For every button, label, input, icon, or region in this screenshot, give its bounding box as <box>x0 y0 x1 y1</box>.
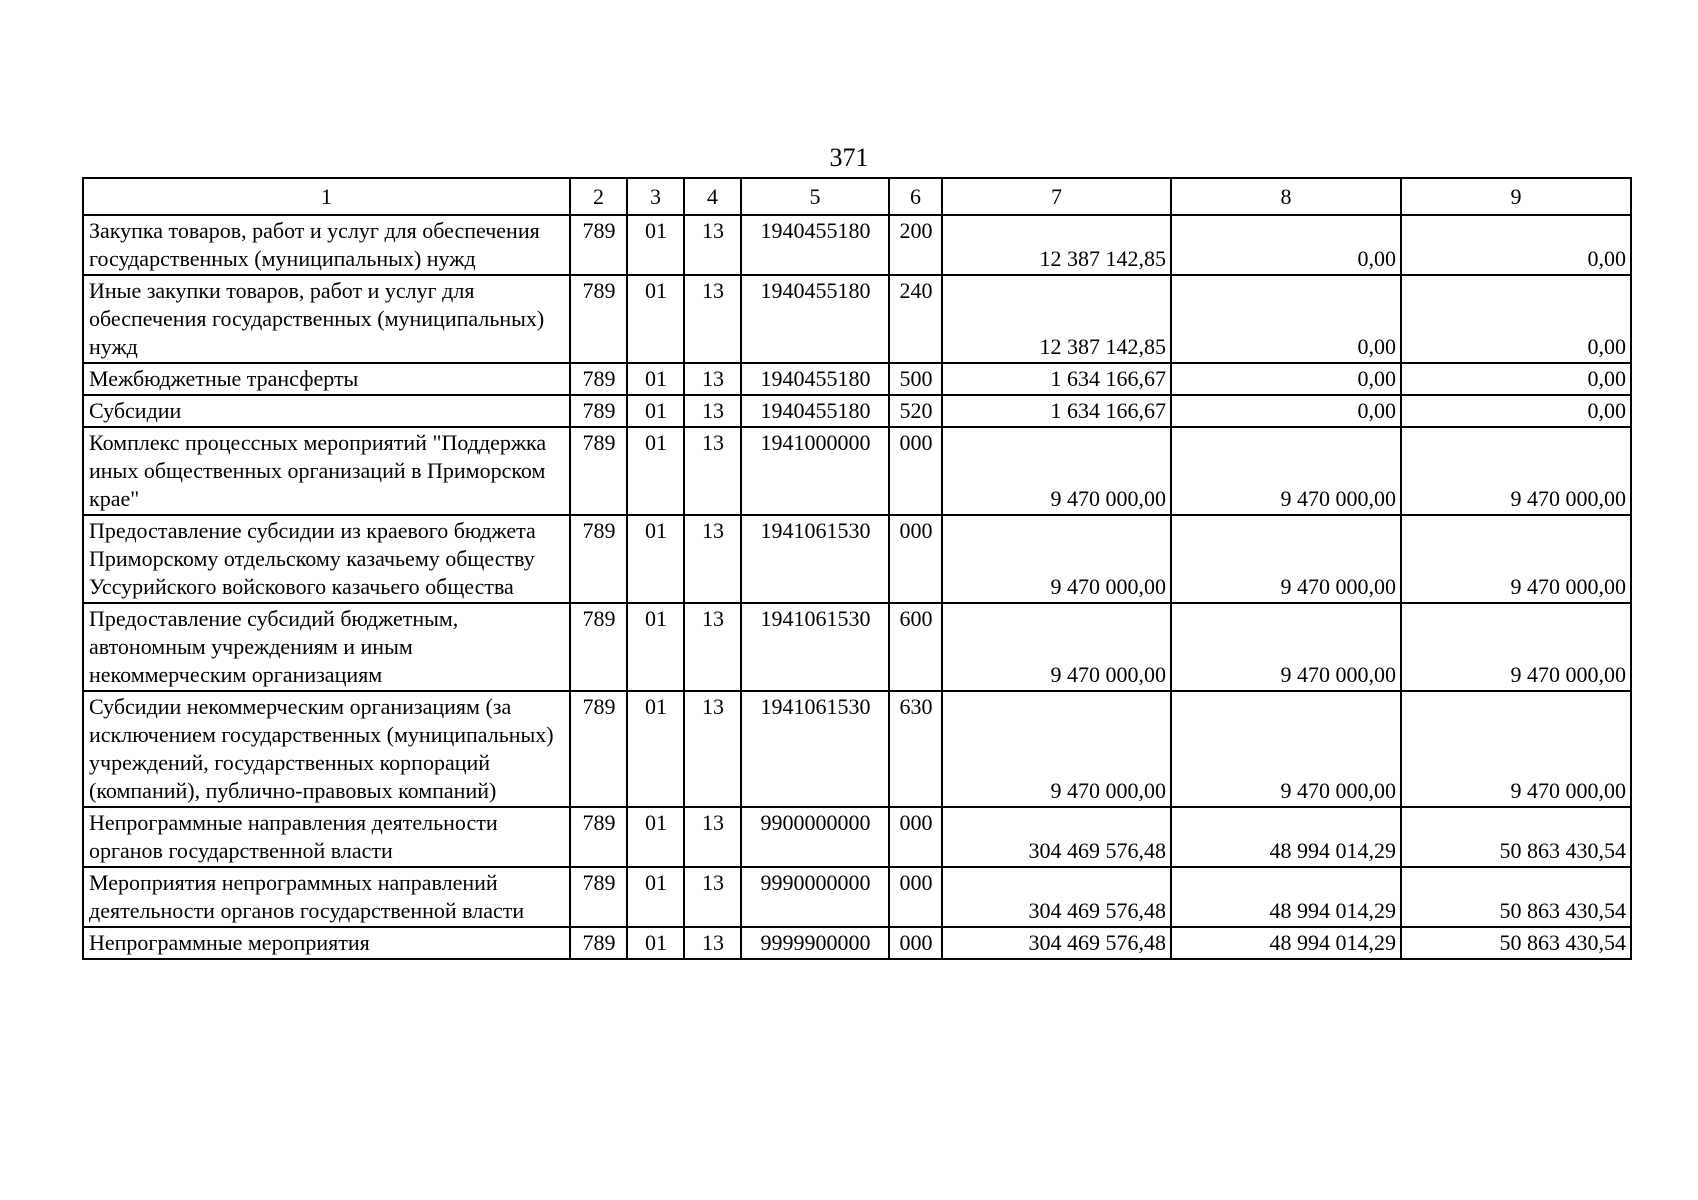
amount-col8: 48 994 014,29 <box>1171 927 1401 959</box>
row-name: Субсидии <box>83 395 570 427</box>
expense-type-code: 240 <box>889 275 942 363</box>
amount-col8: 9 470 000,00 <box>1171 427 1401 515</box>
subsection-code: 13 <box>684 867 741 927</box>
amount-col9: 0,00 <box>1401 215 1631 275</box>
expense-type-code: 000 <box>889 807 942 867</box>
amount-col9: 50 863 430,54 <box>1401 867 1631 927</box>
amount-col7: 9 470 000,00 <box>942 691 1171 807</box>
amount-col9: 0,00 <box>1401 363 1631 395</box>
section-code: 01 <box>627 603 684 691</box>
section-code: 01 <box>627 215 684 275</box>
kvsr-code: 789 <box>570 807 627 867</box>
kvsr-code: 789 <box>570 427 627 515</box>
subsection-code: 13 <box>684 927 741 959</box>
column-header: 9 <box>1401 178 1631 215</box>
amount-col7: 1 634 166,67 <box>942 395 1171 427</box>
row-name: Межбюджетные трансферты <box>83 363 570 395</box>
table-row <box>83 215 1631 275</box>
target-article-code: 9999900000 <box>741 927 889 959</box>
expense-type-code: 630 <box>889 691 942 807</box>
subsection-code: 13 <box>684 807 741 867</box>
amount-col9: 9 470 000,00 <box>1401 427 1631 515</box>
row-name: Предоставление субсидий бюджетным, автономным учреждениям и иным некоммерческим организациям <box>83 603 570 691</box>
row-name: Непрограммные направления деятельности органов государственной власти <box>83 807 570 867</box>
target-article-code: 1941061530 <box>741 603 889 691</box>
amount-col9: 50 863 430,54 <box>1401 927 1631 959</box>
subsection-code: 13 <box>684 515 741 603</box>
expense-type-code: 000 <box>889 427 942 515</box>
column-header: 2 <box>570 178 627 215</box>
row-name: Субсидии некоммерческим организациям (за исключением государственных (муниципальных) учреждений, государственных корпораций (компаний), публично-правовых компаний) <box>83 691 570 807</box>
amount-col9: 50 863 430,54 <box>1401 807 1631 867</box>
amount-col8: 9 470 000,00 <box>1171 603 1401 691</box>
amount-col7: 12 387 142,85 <box>942 215 1171 275</box>
amount-col8: 9 470 000,00 <box>1171 515 1401 603</box>
subsection-code: 13 <box>684 215 741 275</box>
amount-col9: 9 470 000,00 <box>1401 603 1631 691</box>
section-code: 01 <box>627 275 684 363</box>
table-row <box>83 395 1631 427</box>
target-article-code: 9900000000 <box>741 807 889 867</box>
kvsr-code: 789 <box>570 927 627 959</box>
budget-table <box>82 177 1632 960</box>
amount-col7: 304 469 576,48 <box>942 927 1171 959</box>
column-header: 8 <box>1171 178 1401 215</box>
column-header: 1 <box>83 178 570 215</box>
table-row <box>83 927 1631 959</box>
row-name: Предоставление субсидии из краевого бюджета Приморскому отдельскому казачьему обществу Уссурийского войскового казачьего общества <box>83 515 570 603</box>
kvsr-code: 789 <box>570 691 627 807</box>
section-code: 01 <box>627 691 684 807</box>
subsection-code: 13 <box>684 395 741 427</box>
column-header: 6 <box>889 178 942 215</box>
expense-type-code: 600 <box>889 603 942 691</box>
target-article-code: 1941061530 <box>741 515 889 603</box>
amount-col7: 12 387 142,85 <box>942 275 1171 363</box>
target-article-code: 9990000000 <box>741 867 889 927</box>
target-article-code: 1940455180 <box>741 215 889 275</box>
section-code: 01 <box>627 395 684 427</box>
amount-col8: 48 994 014,29 <box>1171 867 1401 927</box>
amount-col7: 9 470 000,00 <box>942 427 1171 515</box>
amount-col9: 9 470 000,00 <box>1401 691 1631 807</box>
amount-col8: 0,00 <box>1171 275 1401 363</box>
header-row <box>83 178 1631 215</box>
subsection-code: 13 <box>684 275 741 363</box>
kvsr-code: 789 <box>570 363 627 395</box>
kvsr-code: 789 <box>570 515 627 603</box>
target-article-code: 1941000000 <box>741 427 889 515</box>
kvsr-code: 789 <box>570 867 627 927</box>
amount-col8: 0,00 <box>1171 215 1401 275</box>
amount-col7: 9 470 000,00 <box>942 603 1171 691</box>
amount-col9: 0,00 <box>1401 275 1631 363</box>
table-row <box>83 867 1631 927</box>
subsection-code: 13 <box>684 363 741 395</box>
page-number: 371 <box>829 143 869 172</box>
amount-col8: 9 470 000,00 <box>1171 691 1401 807</box>
target-article-code: 1940455180 <box>741 395 889 427</box>
row-name: Иные закупки товаров, работ и услуг для обеспечения государственных (муниципальных) нужд <box>83 275 570 363</box>
amount-col9: 9 470 000,00 <box>1401 515 1631 603</box>
row-name: Комплекс процессных мероприятий "Поддержка иных общественных организаций в Приморском крае" <box>83 427 570 515</box>
amount-col8: 0,00 <box>1171 395 1401 427</box>
amount-col7: 304 469 576,48 <box>942 867 1171 927</box>
column-header: 7 <box>942 178 1171 215</box>
table-row <box>83 427 1631 515</box>
amount-col7: 1 634 166,67 <box>942 363 1171 395</box>
table-row <box>83 691 1631 807</box>
expense-type-code: 500 <box>889 363 942 395</box>
expense-type-code: 000 <box>889 927 942 959</box>
amount-col8: 48 994 014,29 <box>1171 807 1401 867</box>
target-article-code: 1940455180 <box>741 363 889 395</box>
table-row <box>83 515 1631 603</box>
section-code: 01 <box>627 515 684 603</box>
table-row <box>83 275 1631 363</box>
column-header: 5 <box>741 178 889 215</box>
expense-type-code: 000 <box>889 515 942 603</box>
amount-col7: 304 469 576,48 <box>942 807 1171 867</box>
kvsr-code: 789 <box>570 395 627 427</box>
column-header: 4 <box>684 178 741 215</box>
row-name: Закупка товаров, работ и услуг для обеспечения государственных (муниципальных) нужд <box>83 215 570 275</box>
table-row <box>83 363 1631 395</box>
kvsr-code: 789 <box>570 275 627 363</box>
amount-col8: 0,00 <box>1171 363 1401 395</box>
target-article-code: 1940455180 <box>741 275 889 363</box>
amount-col9: 0,00 <box>1401 395 1631 427</box>
row-name: Мероприятия непрограммных направлений деятельности органов государственной власти <box>83 867 570 927</box>
column-header: 3 <box>627 178 684 215</box>
section-code: 01 <box>627 807 684 867</box>
section-code: 01 <box>627 427 684 515</box>
section-code: 01 <box>627 927 684 959</box>
table-row <box>83 603 1631 691</box>
kvsr-code: 789 <box>570 603 627 691</box>
kvsr-code: 789 <box>570 215 627 275</box>
table-row <box>83 807 1631 867</box>
target-article-code: 1941061530 <box>741 691 889 807</box>
subsection-code: 13 <box>684 691 741 807</box>
amount-col7: 9 470 000,00 <box>942 515 1171 603</box>
subsection-code: 13 <box>684 603 741 691</box>
section-code: 01 <box>627 867 684 927</box>
expense-type-code: 000 <box>889 867 942 927</box>
section-code: 01 <box>627 363 684 395</box>
expense-type-code: 520 <box>889 395 942 427</box>
row-name: Непрограммные мероприятия <box>83 927 570 959</box>
subsection-code: 13 <box>684 427 741 515</box>
expense-type-code: 200 <box>889 215 942 275</box>
